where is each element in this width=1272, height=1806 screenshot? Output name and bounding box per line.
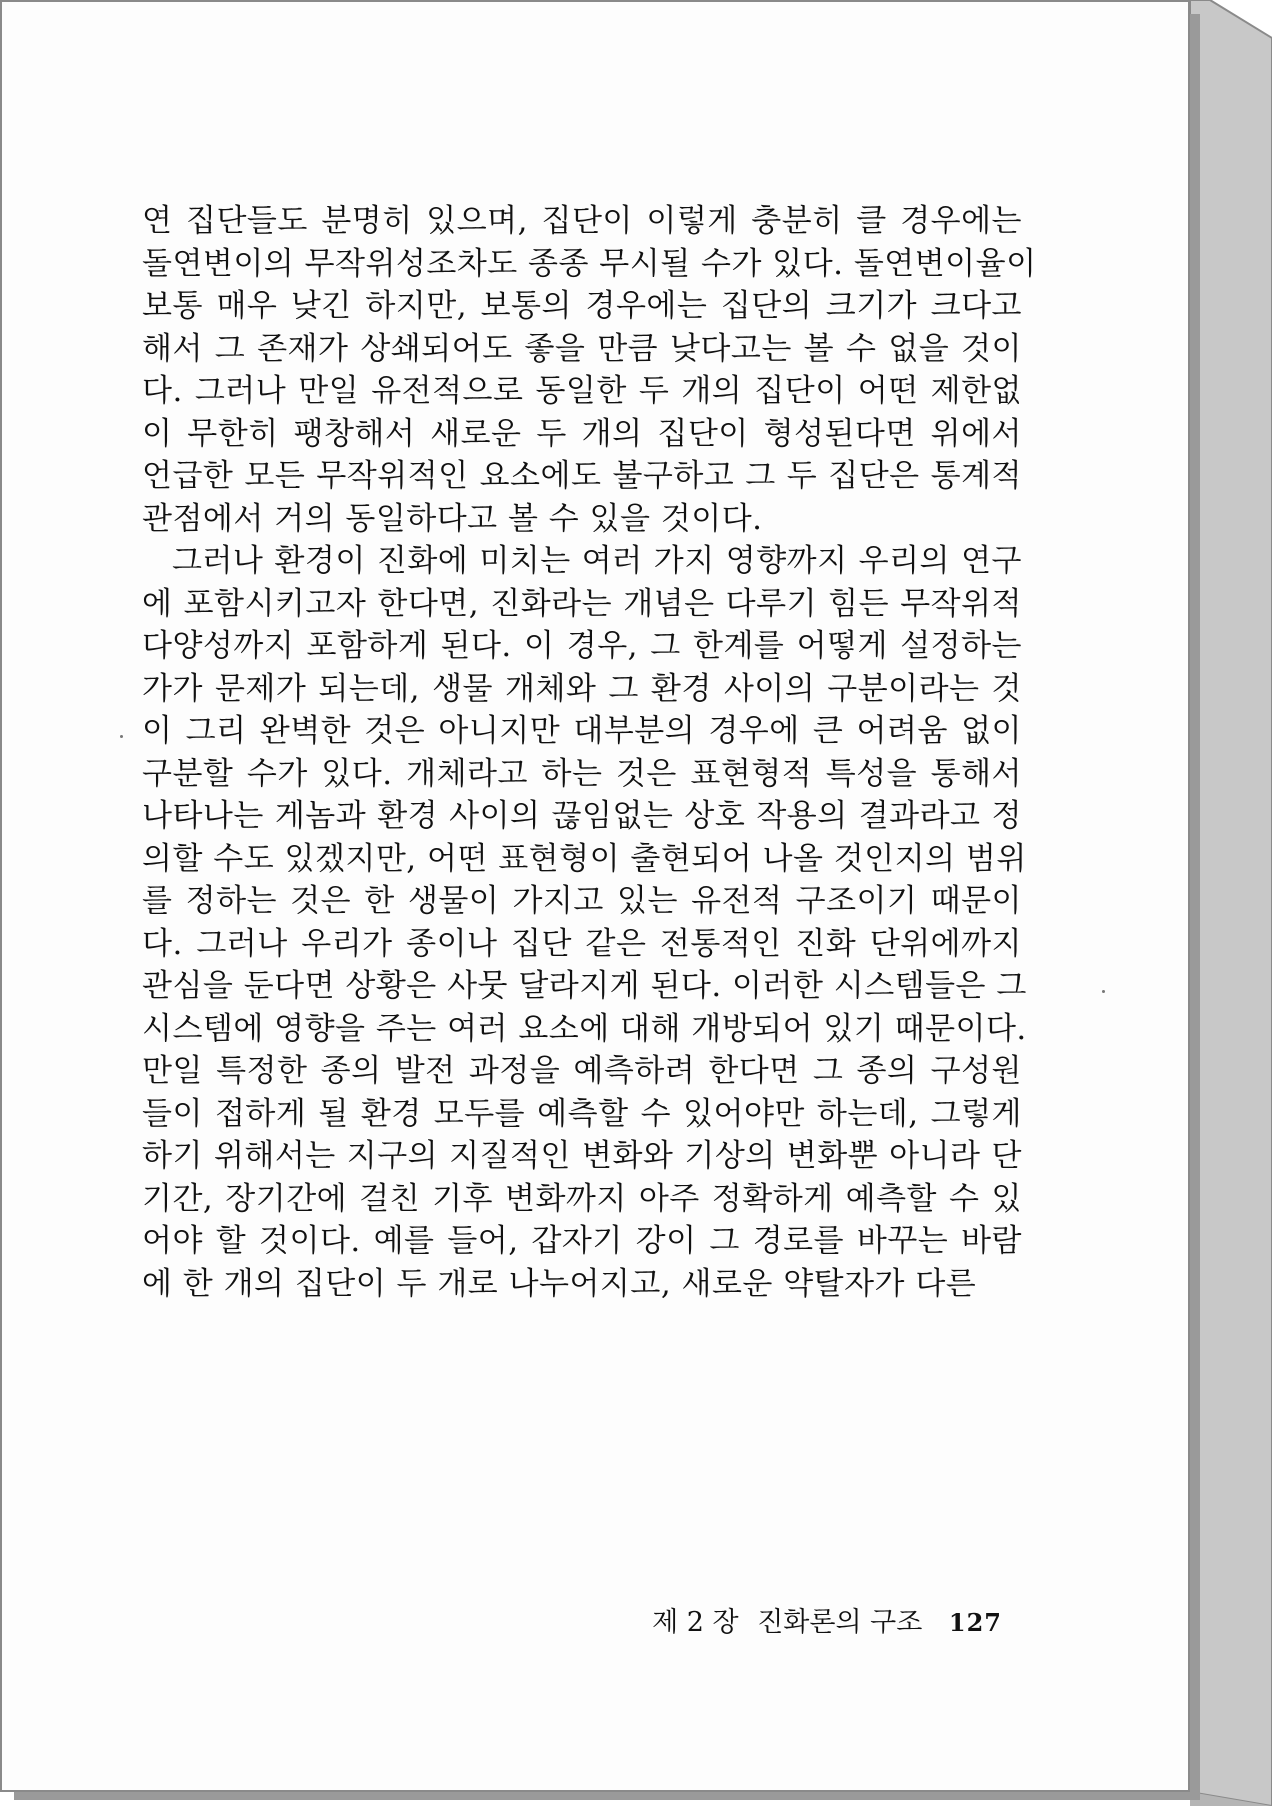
text-line [142,1135,1022,1178]
text-line [142,498,1022,541]
text-line [142,540,1022,583]
text-line [142,370,1022,413]
text-line-content: 들이 접하게 될 환경 모두를 예측할 수 있어야만 하는데, 그렇게 [142,1095,1022,1132]
text-line [142,1050,1022,1093]
text-line-content: 관점에서 거의 동일하다고 볼 수 있을 것이다. [142,500,763,537]
text-line-content: 시스템에 영향을 주는 여러 요소에 대해 개방되어 있기 때문이다. [142,1010,1027,1047]
text-line-content: 에 포함시키고자 한다면, 진화라는 개념은 다루기 힘든 무작위적 [142,585,1022,622]
text-line [142,1178,1022,1221]
text-line-content: 언급한 모든 무작위적인 요소에도 불구하고 그 두 집단은 통계적 [142,458,1022,494]
text-line [142,455,1022,498]
text-line-content: 돌연변이의 무작위성조차도 종종 무시될 수가 있다. 돌연변이율이 [142,245,1037,282]
text-line-content: 구분할 수가 있다. 개체라고 하는 것은 표현형적 특성을 통해서 [142,755,1022,792]
text-line [142,1093,1022,1136]
page-number: 127 [948,1608,1002,1637]
text-line-content: 하기 위해서는 지구의 지질적인 변화와 기상의 변화뿐 아니라 단 [142,1138,1022,1174]
text-line [142,625,1022,668]
text-line [142,243,1037,286]
text-line-content: 연 집단들도 분명히 있으며, 집단이 이렇게 충분히 클 경우에는 [142,203,1022,239]
text-line [142,1220,1022,1263]
text-line-content: 이 그리 완벽한 것은 아니지만 대부분의 경우에 큰 어려움 없이 [142,713,1022,749]
text-line-content: 이 무한히 팽창해서 새로운 두 개의 집단이 형성된다면 위에서 [142,415,1022,452]
text-line [142,753,1022,796]
footer-chapter-title: 진화론의 구조 [757,1607,923,1638]
scan-speck [120,735,123,738]
text-line-content: 가가 문제가 되는데, 생물 개체와 그 환경 사이의 구분이라는 것 [142,670,1022,707]
paragraph [142,540,1027,1305]
text-line [142,285,1022,328]
text-line [142,1263,1022,1306]
text-line-content: 에 한 개의 집단이 두 개로 나누어지고, 새로운 약탈자가 다른 [142,1265,977,1302]
text-line-content: 다. 그러나 만일 유전적으로 동일한 두 개의 집단이 어떤 제한없 [142,373,1022,409]
body-text [142,200,1037,1305]
text-line-content: 기간, 장기간에 걸친 기후 변화까지 아주 정확하게 예측할 수 있 [142,1180,1022,1217]
text-line [142,668,1022,711]
scan-speck [1102,990,1105,993]
text-line [142,965,1027,1008]
footer-chapter: 제 2 장 [652,1607,739,1638]
text-line-content: 를 정하는 것은 한 생물이 가지고 있는 유전적 구조이기 때문이 [142,883,1022,919]
text-line-content: 다. 그러나 우리가 종이나 집단 같은 전통적인 진화 단위에까지 [142,925,1022,962]
text-line-content: 의할 수도 있겠지만, 어떤 표현형이 출현되어 나올 것인지의 범위 [142,840,1027,877]
text-line [142,923,1022,966]
text-line-content: 다양성까지 포함하게 된다. 이 경우, 그 한계를 어떻게 설정하는 [142,628,1022,664]
text-line-content: 그러나 환경이 진화에 미치는 여러 가지 영향까지 우리의 연구 [172,543,1022,579]
text-line [142,710,1022,753]
text-line-content: 해서 그 존재가 상쇄되어도 좋을 만큼 낮다고는 볼 수 없을 것이 [142,330,1022,367]
text-line-content: 관심을 둔다면 상황은 사뭇 달라지게 된다. 이러한 시스템들은 그 [142,968,1027,1004]
text-line [142,328,1022,371]
text-line [142,1008,1027,1051]
text-line-content: 어야 할 것이다. 예를 들어, 갑자기 강이 그 경로를 바꾸는 바람 [142,1223,1022,1259]
text-line [142,413,1022,456]
text-line [142,583,1022,626]
text-line-content: 보통 매우 낮긴 하지만, 보통의 경우에는 집단의 크기가 크다고 [142,288,1022,324]
text-line-content: 나타나는 게놈과 환경 사이의 끊임없는 상호 작용의 결과라고 정 [142,798,1022,834]
page-footer [2,1600,1002,1639]
text-line [142,200,1022,243]
text-line [142,795,1022,838]
text-line [142,880,1022,923]
text-line-content: 만일 특정한 종의 발전 과정을 예측하려 한다면 그 종의 구성원 [142,1053,1022,1089]
text-line [142,838,1027,881]
paragraph [142,200,1037,540]
